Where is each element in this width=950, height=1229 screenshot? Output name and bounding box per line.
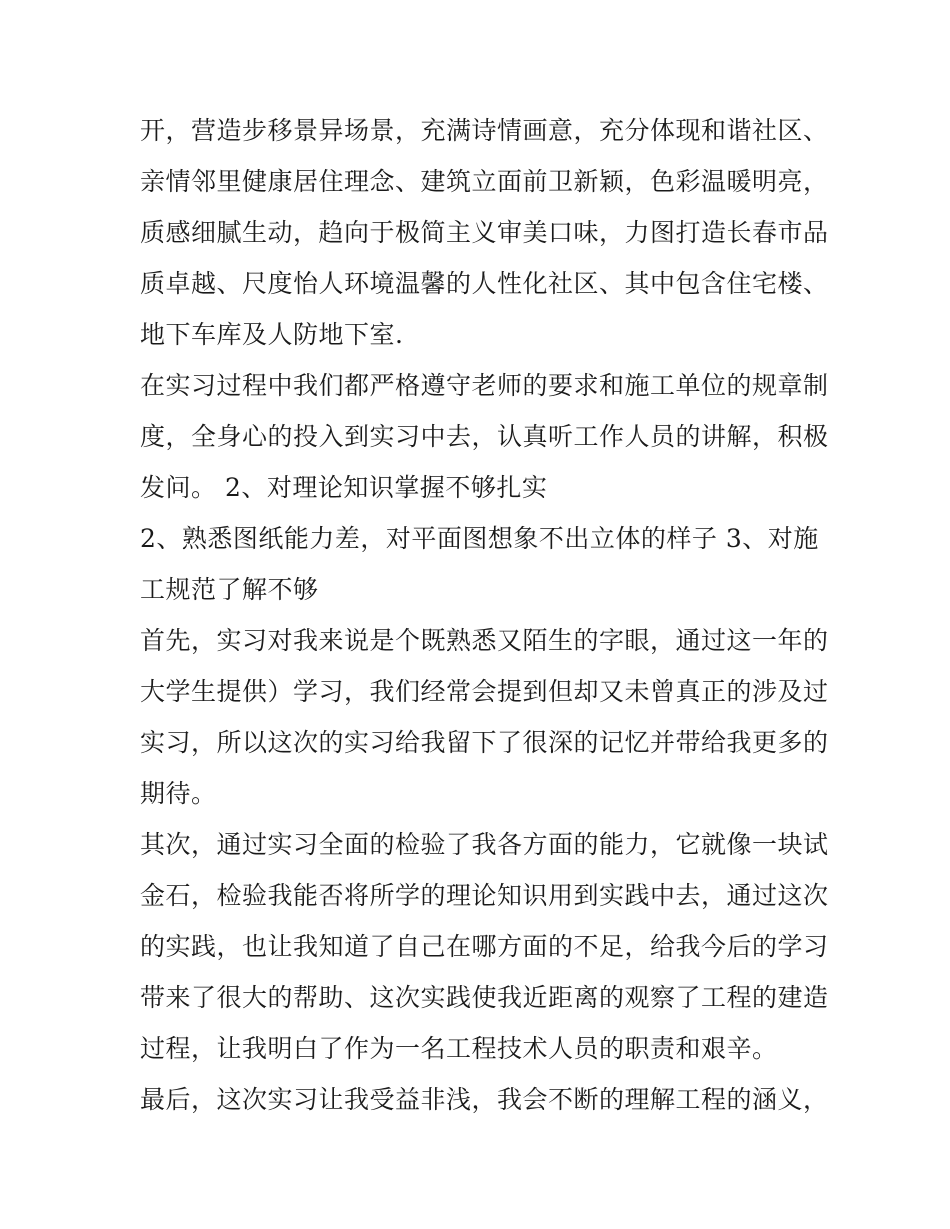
text-line: 的实践，也让我知道了自己在哪方面的不足，给我今后的学习 — [140, 932, 829, 961]
text-line: 期待。 — [140, 779, 217, 808]
text-line: 质感细腻生动，趋向于极简主义审美口味，力图打造长春市品 — [140, 218, 829, 247]
text-line: 2、熟悉图纸能力差，对平面图想象不出立体的样子 3、对施 — [140, 524, 819, 553]
text-line: 开，营造步移景异场景，充满诗情画意，充分体现和谐社区、 — [140, 116, 829, 145]
text-line: 在实习过程中我们都严格遵守老师的要求和施工单位的规章制 — [140, 371, 829, 400]
text-line: 首先，实习对我来说是个既熟悉又陌生的字眼，通过这一年的 — [140, 626, 829, 655]
text-line: 过程，让我明白了作为一名工程技术人员的职责和艰辛。 — [140, 1034, 778, 1063]
paragraph-finally — [140, 1074, 830, 1125]
text-line: 大学生提供）学习，我们经常会提到但却又未曾真正的涉及过 — [140, 677, 829, 706]
text-line: 最后，这次实习让我受益非浅，我会不断的理解工程的涵义， — [140, 1085, 829, 1114]
paragraph-first — [140, 615, 830, 819]
text-line: 带来了很大的帮助、这次实践使我近距离的观察了工程的建造 — [140, 983, 829, 1012]
paragraph-shortcomings — [140, 513, 830, 615]
text-line: 金石，检验我能否将所学的理论知识用到实践中去，通过这次 — [140, 881, 829, 910]
text-line: 发问。 2、对理论知识掌握不够扎实 — [140, 473, 548, 502]
paragraph-second — [140, 819, 830, 1074]
text-line: 其次，通过实习全面的检验了我各方面的能力，它就像一块试 — [140, 830, 829, 859]
text-line: 质卓越、尺度怡人环境温馨的人性化社区、其中包含住宅楼、 — [140, 269, 829, 298]
text-line: 工规范了解不够 — [140, 575, 319, 604]
text-line: 地下车库及人防地下室. — [140, 320, 404, 349]
body-text — [140, 105, 830, 1125]
text-line: 亲情邻里健康居住理念、建筑立面前卫新颖，色彩温暖明亮， — [140, 167, 829, 196]
paragraph-project-description — [140, 105, 830, 360]
text-line: 实习，所以这次的实习给我留下了很深的记忆并带给我更多的 — [140, 728, 829, 757]
text-line: 度，全身心的投入到实习中去，认真听工作人员的讲解，积极 — [140, 422, 829, 451]
paragraph-internship-process — [140, 360, 830, 513]
